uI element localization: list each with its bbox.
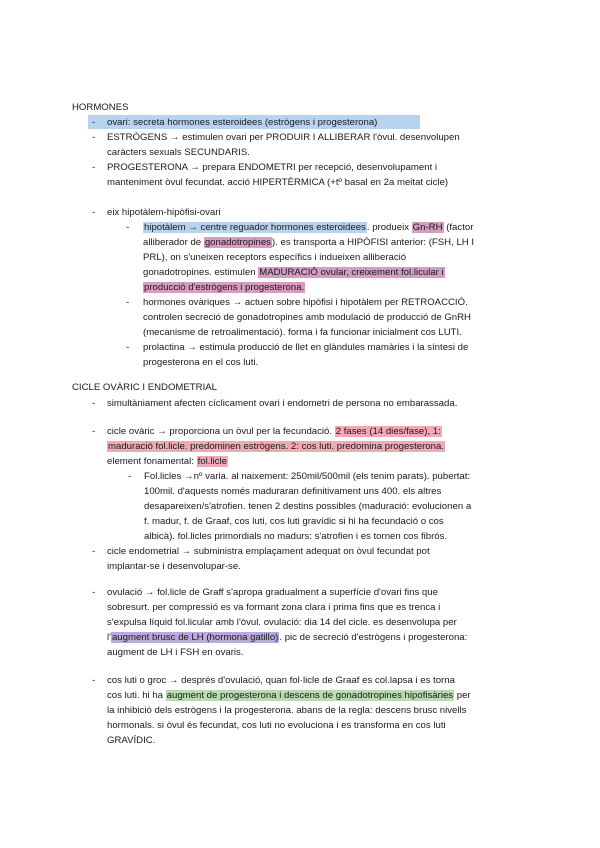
list-item-text: s'expulsa líquid fol.licular amb l'òvul. ovulació: dia 14 del cicle. es desenvolupa per xyxy=(107,617,457,628)
list-item-text: la inhibició dels estrògens i la progesterona. abans de la regla: descens brusc nivells xyxy=(107,705,467,716)
bullet-dash: - xyxy=(92,117,96,128)
text: l' xyxy=(107,632,111,643)
list-item-text xyxy=(143,265,527,280)
highlight-purple: augment brusc de LH (hormona gatillo) xyxy=(111,632,279,643)
bullet-dash: - xyxy=(92,398,96,409)
bullet-dash: - xyxy=(126,342,130,353)
highlight-blue: hipotàlem → centre reguador hormones esteroidees xyxy=(144,222,366,233)
bullet-dash: - xyxy=(92,207,96,218)
highlight-pink: maduració fol.licle. predominen estrògens. 2: cos luti. predomina progesterona. xyxy=(108,441,444,452)
list-item-text: controlen secreció de gonadotropines amb modulació de producció de GnRH xyxy=(143,312,471,323)
list-item-text: desapareixen/s'atrofien. tenen 2 destins possibles (maduració: evolucionen a xyxy=(144,501,472,512)
list-item-text xyxy=(107,454,525,469)
list-item-text: hormonals. si òvul és fecundat, cos luti no evoluciona i es transforma en cos luti xyxy=(107,720,446,731)
list-item-text: progesterona en el cos luti. xyxy=(143,357,259,368)
list-item-text: manteniment òvul fecundat. acció HIPERTÈRMICA (+tº basal en 2a meitat cicle) xyxy=(107,177,449,188)
text: alliberador de xyxy=(143,237,204,248)
list-item-text: cos luti o groc → després d'ovulació, quan fol·licle de Graaf es col.lapsa i es torna xyxy=(107,675,455,686)
highlight-mauve: MADURACIÓ ovular, creixement fol.licular i xyxy=(259,267,444,278)
list-item-text xyxy=(143,280,527,295)
bullet-dash: - xyxy=(92,675,96,686)
list-item-text: f. madur, f. de Graaf, cos luti, cos luti gravídic si hi ha fecundació o cos xyxy=(144,516,444,527)
list-item-text: PRL), on s'uneixen receptors específics i indueixen alliberació xyxy=(143,252,407,263)
bullet-dash: - xyxy=(92,162,96,173)
list-item-text: caràcters sexuals SECUNDARIS. xyxy=(107,147,250,158)
bullet-dash: - xyxy=(128,471,132,482)
bullet-dash: - xyxy=(92,587,96,598)
list-item-text: PROGESTERONA → prepara ENDOMETRI per recepció, desenvolupament i xyxy=(107,162,438,173)
list-item-text: prolactina → estimula producció de llet en glàndules mamàries i la síntesi de xyxy=(143,342,469,353)
list-item-text: ESTRÒGENS → estimulen ovari per PRODUIR I ALLIBERAR l'òvul. desenvolupen xyxy=(107,132,460,143)
bullet-dash: - xyxy=(126,222,130,233)
text: gonadotropines. estimulen xyxy=(143,267,259,278)
highlight-mauve: gonadotropines xyxy=(204,237,271,248)
list-item-text: ovari: secreta hormones esteroidees (estrògens i progesterona) xyxy=(107,117,378,128)
list-item-text: ovulació → fol.licle de Graff s'apropa gradualment a superfície d'ovari fins que xyxy=(107,587,438,598)
list-item-text: hormones ovàriques → actuen sobre hipòfisi i hipotàlem per RETROACCIÓ. xyxy=(143,297,468,308)
text: per xyxy=(454,690,471,701)
section-heading-cicle: CICLE OVÀRIC I ENDOMETRIAL xyxy=(72,382,217,393)
list-item-text: simultàniament afecten cíclicament ovari i endometri de persona no embarassada. xyxy=(107,398,458,409)
list-item-text xyxy=(143,235,527,250)
list-item-text xyxy=(143,220,527,235)
highlight-mauve: producció d'estrògens i progesterona. xyxy=(144,282,305,293)
text: ). es transporta a HIPÒFISI anterior: (FSH, LH I xyxy=(271,237,475,248)
text: . produeix xyxy=(366,222,412,233)
list-item-text xyxy=(107,630,525,645)
list-item-text: sobresurt. per compressió es va formant zona clara i prima fins que es trenca i xyxy=(107,602,441,613)
text: (factor xyxy=(443,222,474,233)
text: cos luti. hi ha xyxy=(107,690,166,701)
highlight-green: augment de progesterona i descens de gonadotropines hipofisàries xyxy=(166,690,454,701)
list-item-text xyxy=(107,688,525,703)
bullet-dash: - xyxy=(126,297,130,308)
list-item-text: implantar-se i desenvolupar-se. xyxy=(107,561,241,572)
list-item-text: GRAVÍDIC. xyxy=(107,735,156,746)
list-item-text: albicà). fol.licles primordials no madurs: s'atrofien i es tornen cos fibrós. xyxy=(144,531,448,542)
list-item-text: eix hipotàlem-hipòfisi-ovari xyxy=(107,207,221,218)
highlight-pink: 2 fases (14 dies/fase), 1: xyxy=(335,426,441,437)
list-item-text: 100mil. d'aquests només maduraran definitivament uns 400. els altres xyxy=(144,486,442,497)
text: . pic de secreció d'estrògens i progesterona: xyxy=(279,632,468,643)
highlight-pink: fol.licle xyxy=(197,456,227,467)
list-item-text: Fol.licles →nº varia. al naixement: 250mil/500mil (els tenim parats). pubertat: xyxy=(144,471,471,482)
section-heading-hormones: HORMONES xyxy=(72,102,129,113)
list-item-text: cicle endometrial → subministra emplaçament adequat on òvul fecundat pot xyxy=(107,546,430,557)
list-item-text xyxy=(107,439,525,454)
list-item-text: augment de LH i FSH en ovaris. xyxy=(107,647,244,658)
text: cicle ovàric → proporciona un òvul per la fecundació. xyxy=(107,426,335,437)
list-item-text: (mecanisme de retroalimentació). forma i fa funcionar inicialment cos LUTI. xyxy=(143,327,462,338)
highlight-mauve: Gn-RH xyxy=(412,222,443,233)
text: element fonamental: xyxy=(107,456,197,467)
bullet-dash: - xyxy=(92,426,96,437)
bullet-dash: - xyxy=(92,132,96,143)
list-item-text xyxy=(107,424,525,439)
bullet-dash: - xyxy=(92,546,96,557)
